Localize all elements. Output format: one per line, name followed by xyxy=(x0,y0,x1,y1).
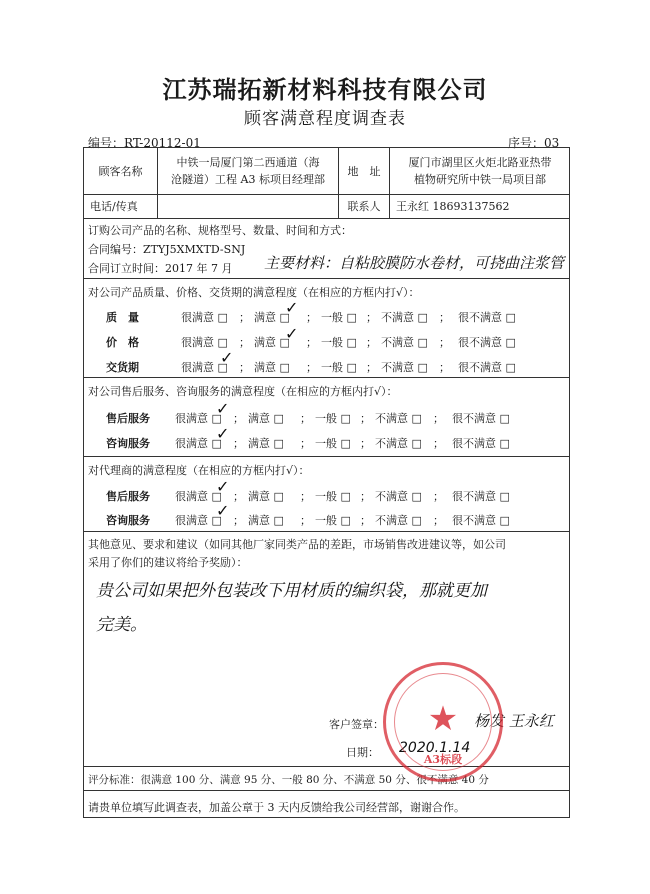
signature-label: 客户签章： xyxy=(329,718,384,731)
separator: ； xyxy=(433,437,444,450)
phone-label: 电话/传真 xyxy=(90,200,138,213)
option-unsatisfied[interactable]: 不满意 □ xyxy=(381,361,428,374)
option-very-unsatisfied[interactable]: 很不满意 □ xyxy=(452,490,510,503)
option-very-unsatisfied[interactable]: 很不满意 □ xyxy=(458,311,516,324)
check-mark-icon: ✓ xyxy=(216,424,230,443)
option-satisfied[interactable]: 满意 □ xyxy=(248,437,284,450)
row-label-delivery: 交货期 xyxy=(106,361,139,374)
separator: ； xyxy=(233,514,244,527)
separator: ； xyxy=(360,514,371,527)
separator: ； xyxy=(300,437,311,450)
option-general[interactable]: 一般 □ xyxy=(321,311,357,324)
company-seal-stamp xyxy=(383,662,503,782)
option-very-satisfied[interactable]: 很满意 □ xyxy=(181,336,228,349)
product-section-title: 对公司产品质量、价格、交货期的满意程度（在相应的方框内打√）： xyxy=(88,286,420,299)
option-general[interactable]: 一般 □ xyxy=(315,412,351,425)
option-satisfied[interactable]: 满意 □ xyxy=(248,412,284,425)
form-title: 顾客满意程度调查表 xyxy=(244,109,406,129)
row-label-consulting: 咨询服务 xyxy=(106,437,150,450)
address-line2: 植物研究所中铁一局项目部 xyxy=(414,173,546,186)
separator: ； xyxy=(233,412,244,425)
option-very-satisfied[interactable]: 很满意 □ xyxy=(175,514,222,527)
option-satisfied[interactable]: 满意 □ xyxy=(254,311,290,324)
option-very-satisfied[interactable]: 很满意 □ xyxy=(181,361,228,374)
separator: ； xyxy=(433,514,444,527)
row-divider xyxy=(84,218,569,219)
separator: ； xyxy=(433,412,444,425)
customer-label: 顾客名称 xyxy=(98,165,143,178)
separator: ； xyxy=(360,412,371,425)
option-very-unsatisfied[interactable]: 很不满意 □ xyxy=(452,514,510,527)
separator: ； xyxy=(439,361,450,374)
option-very-satisfied[interactable]: 很满意 □ xyxy=(175,490,222,503)
contact-label: 联系人 xyxy=(347,200,381,213)
address-label: 地 址 xyxy=(347,165,381,178)
handwritten-materials: 主要材料：自粘胶膜防水卷材，可挠曲注浆管 xyxy=(264,254,565,272)
separator: ； xyxy=(239,336,250,349)
customer-name-line1: 中铁一局厦门第二西通道（海 xyxy=(176,156,320,169)
separator: ； xyxy=(366,311,377,324)
separator: ； xyxy=(360,437,371,450)
row-label-after-sales: 售后服务 xyxy=(106,412,150,425)
contract-number: 合同编号：ZTYJ5XMXTD-SNJ xyxy=(88,243,246,256)
option-satisfied[interactable]: 满意 □ xyxy=(254,361,290,374)
check-mark-icon: ✓ xyxy=(285,298,299,317)
separator: ； xyxy=(366,361,377,374)
handwritten-signature: 杨发 王永红 xyxy=(474,712,554,730)
separator: ； xyxy=(306,361,317,374)
sequence-number: 序号：03 xyxy=(508,136,560,150)
row-label-agent-after-sales: 售后服务 xyxy=(106,490,150,503)
option-general[interactable]: 一般 □ xyxy=(321,336,357,349)
option-unsatisfied[interactable]: 不满意 □ xyxy=(381,336,428,349)
row-divider xyxy=(84,377,569,378)
separator: ； xyxy=(433,490,444,503)
row-divider xyxy=(84,278,569,279)
separator: ； xyxy=(439,311,450,324)
separator: ； xyxy=(366,336,377,349)
row-label-agent-consulting: 咨询服务 xyxy=(106,514,150,527)
option-very-unsatisfied[interactable]: 很不满意 □ xyxy=(452,437,510,450)
row-label-quality: 质 量 xyxy=(106,311,139,324)
company-name: 江苏瑞拓新材料科技有限公司 xyxy=(162,75,488,104)
check-mark-icon: ✓ xyxy=(220,348,234,367)
star-icon: ★ xyxy=(427,699,459,739)
date-label: 日期： xyxy=(346,746,379,759)
check-mark-icon: ✓ xyxy=(216,399,230,418)
option-very-unsatisfied[interactable]: 很不满意 □ xyxy=(458,361,516,374)
row-label-price: 价 格 xyxy=(106,336,139,349)
customer-name-line2: 沧隧道）工程 A3 标项目经理部 xyxy=(171,173,325,186)
row-divider xyxy=(84,790,569,791)
other-intro-line2: 采用了你们的建议将给予奖励）： xyxy=(88,556,248,569)
row-divider xyxy=(84,531,569,532)
seal-text: A3标段 xyxy=(423,753,463,766)
handwritten-suggestion-line2: 完美。 xyxy=(96,615,147,635)
scoring-standard: 评分标准：很满意 100 分、满意 95 分、一般 80 分、不满意 50 分、很不满意 40 分 xyxy=(88,774,489,786)
separator: ； xyxy=(233,437,244,450)
separator: ； xyxy=(239,311,250,324)
option-satisfied[interactable]: 满意 □ xyxy=(254,336,290,349)
check-mark-icon: ✓ xyxy=(285,324,299,343)
agent-section-title: 对代理商的满意程度（在相应的方框内打√）： xyxy=(88,464,310,477)
option-very-unsatisfied[interactable]: 很不满意 □ xyxy=(452,412,510,425)
option-unsatisfied[interactable]: 不满意 □ xyxy=(375,437,422,450)
option-unsatisfied[interactable]: 不满意 □ xyxy=(375,412,422,425)
separator: ； xyxy=(360,490,371,503)
option-satisfied[interactable]: 满意 □ xyxy=(248,490,284,503)
contract-time: 合同订立时间：2017 年 7 月 xyxy=(88,262,233,275)
address-line1: 厦门市湖里区火炬北路亚热带 xyxy=(408,156,552,169)
option-very-satisfied[interactable]: 很满意 □ xyxy=(175,437,222,450)
option-very-unsatisfied[interactable]: 很不满意 □ xyxy=(458,336,516,349)
footer-instruction: 请贵单位填写此调查表，加盖公章于 3 天内反馈给我公司经营部，谢谢合作。 xyxy=(88,801,465,814)
option-very-satisfied[interactable]: 很满意 □ xyxy=(175,412,222,425)
option-very-satisfied[interactable]: 很满意 □ xyxy=(181,311,228,324)
handwritten-suggestion-line1: 贵公司如果把外包装改下用材质的编织袋，那就更加 xyxy=(96,581,487,601)
separator: ； xyxy=(239,361,250,374)
separator: ； xyxy=(233,490,244,503)
check-mark-icon: ✓ xyxy=(216,477,230,496)
option-general[interactable]: 一般 □ xyxy=(315,490,351,503)
option-unsatisfied[interactable]: 不满意 □ xyxy=(381,311,428,324)
separator: ； xyxy=(306,336,317,349)
option-unsatisfied[interactable]: 不满意 □ xyxy=(375,514,422,527)
other-intro-line1: 其他意见、要求和建议（如同其他厂家同类产品的差距，市场销售改进建议等，如公司 xyxy=(88,538,506,551)
service-section-title: 对公司售后服务、咨询服务的满意程度（在相应的方框内打√）： xyxy=(88,385,398,398)
separator: ； xyxy=(300,412,311,425)
contact-value: 王永红 18693137562 xyxy=(396,200,510,213)
separator: ； xyxy=(439,336,450,349)
row-divider xyxy=(84,456,569,457)
handwritten-date: 2020.1.14 xyxy=(399,740,471,756)
document-number: 编号：RT-20112-01 xyxy=(88,136,201,150)
check-mark-icon: ✓ xyxy=(216,501,230,520)
separator: ； xyxy=(300,514,311,527)
option-general[interactable]: 一般 □ xyxy=(315,514,351,527)
option-general[interactable]: 一般 □ xyxy=(321,361,357,374)
option-general[interactable]: 一般 □ xyxy=(315,437,351,450)
option-satisfied[interactable]: 满意 □ xyxy=(248,514,284,527)
option-unsatisfied[interactable]: 不满意 □ xyxy=(375,490,422,503)
separator: ； xyxy=(306,311,317,324)
separator: ； xyxy=(300,490,311,503)
order-intro: 订购公司产品的名称、规格型号、数量、时间和方式： xyxy=(88,224,352,237)
